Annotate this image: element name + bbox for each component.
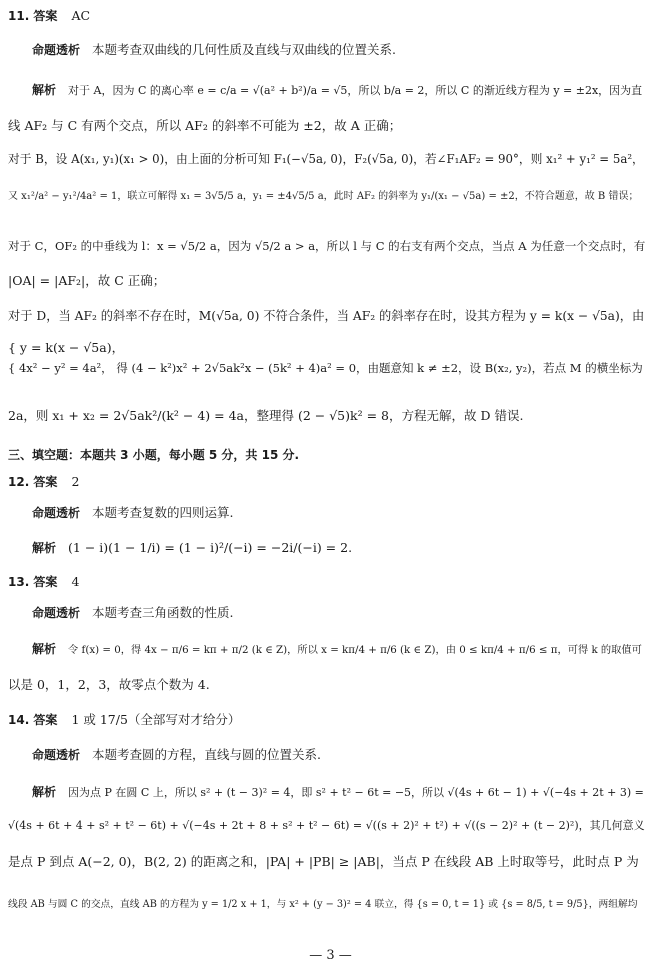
q13-point-label: 命题透析 [32,606,81,620]
q11-system-line-2: { 4x² − y² = 4a²， 得 (4 − k²)x² + 2√5ak²x − (5k² + 4)a² = 0，由题意知 k ≠ ±2，设 B(x₂, y₂)，若点 M 的横坐标为 [8,361,643,375]
q13-analysis-line [32,641,651,658]
q13-head: 13. 答案 [8,575,58,589]
q13-answer-line [8,574,651,590]
q14-point: 本题考查圆的方程，直线与圆的位置关系. [92,747,321,762]
q11-text-0: 对于 A，因为 C 的离心率 e = c/a = √(a² + b²)/a = √5，所以 b/a = 2，所以 C 的渐近线方程为 y = ±2x，因为直 [68,84,643,97]
q14-head: 14. 答案 [8,713,58,727]
q11-analysis-label: 解析 [32,83,57,97]
q11-text-line: |OA| = |AF₂|，故 C 正确； [8,273,166,288]
q12-analysis-line [32,540,651,556]
q14-text-line: √(4s + 6t + 4 + s² + t² − 6t) + √(−4s + 2t + 8 + s² + t² − 6t) = √((s + 2)² + t²) + √((s − 2)² + (t − 2)²)，其几何意义 [8,819,645,832]
q14-point-line [32,747,651,763]
q11-text-line: 线 AF₂ 与 C 有两个交点，所以 AF₂ 的斜率不可能为 ±2，故 A 正确； [8,118,402,133]
q14-text-line: 线段 AB 与圆 C 的交点，直线 AB 的方程为 y = 1/2 x + 1，与 x² + (y − 3)² = 4 联立，得 {s = 0, t = 1} 或 {s = 8/5, t = 9/5}，两组解均 [8,899,638,910]
q12-point-line [32,505,651,521]
q11-text-line: 对于 C，OF₂ 的中垂线为 l：x = √5/2 a，因为 √5/2 a > a，所以 l 与 C 的右支有两个交点，当点 A 为任意一个交点时，有 [8,239,646,253]
q12-head: 12. 答案 [8,475,58,489]
q13-text-0: 令 f(x) = 0，得 4x − π/6 = kπ + π/2 (k ∈ Z)，所以 x = kπ/4 + π/6 (k ∈ Z)，由 0 ≤ kπ/4 + π/6 ≤ π，可得 k 的取值可 [68,644,642,656]
q11-answer: AC [71,8,91,23]
q14-analysis-label: 解析 [32,785,57,799]
q11-point: 本题考查双曲线的几何性质及直线与双曲线的位置关系. [92,42,396,57]
q11-text-line: 对于 B，设 A(x₁, y₁)(x₁ > 0)，由上面的分析可知 F₁(−√5a, 0)，F₂(√5a, 0)，若∠F₁AF₂ = 90°，则 x₁² + y₁² = 5a²， [8,152,644,166]
q11-text-line: 对于 D，当 AF₂ 的斜率不存在时，M(√5a, 0) 不符合条件，当 AF₂ 的斜率存在时，设其方程为 y = k(x − √5a)，由 [8,309,645,323]
q12-analysis-label: 解析 [32,541,57,555]
q11-analysis-line-1 [32,82,651,99]
q12-point: 本题考查复数的四则运算. [92,505,234,520]
q13-point: 本题考查三角函数的性质. [92,605,234,620]
q14-answer-line [8,712,651,728]
q12-text: (1 − i)(1 − 1/i) = (1 − i)²/(−i) = −2i/(−i) = 2. [68,540,353,555]
q11-point-label: 命题透析 [32,43,81,57]
q14-text-0: 因为点 P 在圆 C 上，所以 s² + (t − 3)² = 4，即 s² + t² − 6t = −5，所以 √(4s + 6t − 1) + √(−4s + 2t + 3) = [68,786,644,799]
q11-system-line-1: { y = k(x − √5a)， [8,340,125,355]
q12-answer: 2 [71,474,80,489]
page-number: — 3 — [309,948,352,963]
q13-point-line [32,605,651,621]
q14-point-label: 命题透析 [32,748,81,762]
section-heading: 三、填空题：本题共 3 小题，每小题 5 分，共 15 分. [8,448,300,462]
q13-text-line: 以是 0，1，2，3，故零点个数为 4. [8,677,210,692]
q11-point-line [32,42,651,58]
q14-answer: 1 或 17/5（全部写对才给分） [71,712,241,727]
q14-analysis-line [32,784,651,801]
q12-answer-line [8,474,651,490]
q12-point-label: 命题透析 [32,506,81,520]
q13-answer: 4 [71,574,80,589]
q11-text-line: 又 x₁²/a² − y₁²/4a² = 1，联立可解得 x₁ = 3√5/5 a，y₁ = ±4√5/5 a，此时 AF₂ 的斜率为 y₁/(x₁ − √5a) = ±2，不符合题意，故 B 错误； [8,191,639,202]
q13-analysis-label: 解析 [32,642,57,656]
q11-answer-line [8,8,651,24]
q11-head: 11. 答案 [8,9,58,23]
q14-text-line: 是点 P 到点 A(−2, 0)，B(2, 2) 的距离之和，|PA| + |PB| ≥ |AB|，当点 P 在线段 AB 上时取等号，此时点 P 为 [8,854,639,869]
q11-text-line: 2a，则 x₁ + x₂ = 2√5ak²/(k² − 4) = 4a，整理得 (2 − √5)k² = 8，方程无解，故 D 错误. [8,408,524,423]
